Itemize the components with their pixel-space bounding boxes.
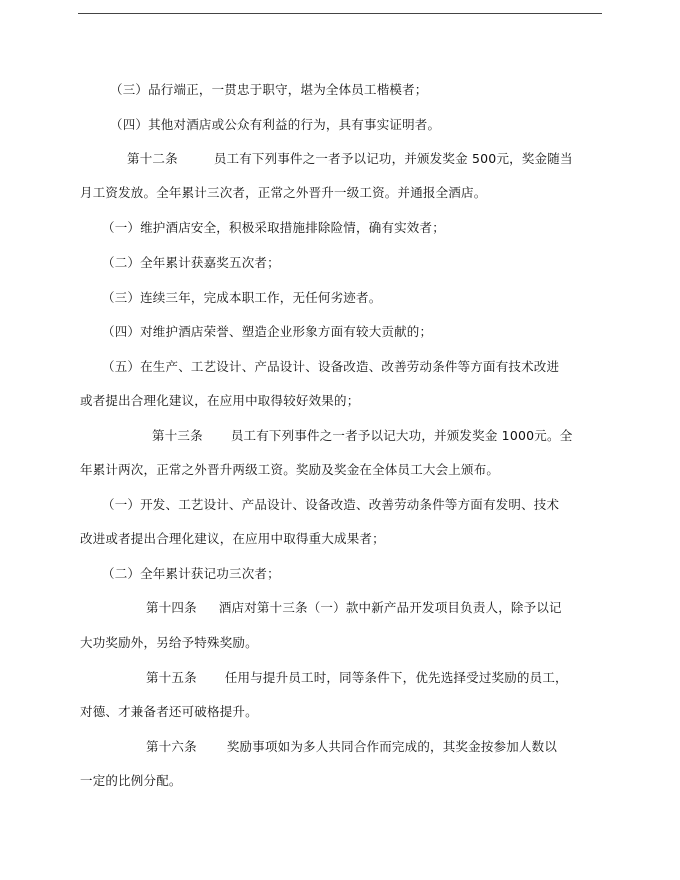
article-12-item-2 bbox=[102, 255, 280, 271]
line-text: 员工有下列事件之一者予以记功，并颁发奖金 500元，奖金随当 bbox=[213, 151, 573, 166]
line-text: （一）开发、工艺设计、产品设计、设备改造、改善劳动条件等方面有发明、技术 bbox=[102, 497, 560, 512]
article-16-continued bbox=[80, 773, 182, 789]
header-rule bbox=[78, 13, 602, 14]
article-12-item-5 bbox=[102, 359, 559, 375]
article-15 bbox=[146, 670, 568, 686]
article-14 bbox=[146, 600, 562, 616]
article-12-item-1 bbox=[102, 220, 445, 236]
line-text: 奖励事项如为多人共同合作而完成的，其奖金按参加人数以 bbox=[226, 739, 558, 754]
article-number: 第十六条 bbox=[146, 739, 197, 754]
line-text: （五）在生产、工艺设计、产品设计、设备改造、改善劳动条件等方面有技术改进 bbox=[102, 359, 560, 374]
article-number: 第十五条 bbox=[146, 670, 197, 685]
line-text: （二）全年累计获嘉奖五次者； bbox=[102, 255, 280, 270]
line-text: 酒店对第十三条（一）款中新产品开发项目负责人，除予以记 bbox=[218, 600, 562, 615]
article-15-continued bbox=[80, 704, 258, 720]
line-text: 或者提出合理化建议，在应用中取得较好效果的； bbox=[80, 393, 360, 408]
line-text: （三）品行端正，一贯忠于职守，堪为全体员工楷模者； bbox=[110, 82, 428, 97]
article-number: 第十二条 bbox=[127, 151, 178, 166]
line-text: （一）维护酒店安全，积极采取措施排除险情，确有实效者； bbox=[102, 220, 445, 235]
article-12 bbox=[127, 151, 573, 167]
article-13-item-1-continued bbox=[80, 531, 385, 547]
line-text: （二）全年累计获记功三次者； bbox=[102, 566, 280, 581]
line-text: （三）连续三年，完成本职工作，无任何劣迹者。 bbox=[102, 290, 382, 305]
article-14-continued bbox=[80, 635, 258, 651]
clause-4-public-benefit bbox=[110, 117, 440, 133]
article-12-item-5-continued bbox=[80, 393, 359, 409]
article-13-item-2 bbox=[102, 566, 280, 582]
line-text: 一定的比例分配。 bbox=[80, 773, 182, 788]
line-text: 大功奖励外，另给予特殊奖励。 bbox=[80, 635, 258, 650]
line-text: 改进或者提出合理化建议，在应用中取得重大成果者； bbox=[80, 531, 385, 546]
line-text: （四）对维护酒店荣誉、塑造企业形象方面有较大贡献的； bbox=[102, 324, 433, 339]
article-number: 第十三条 bbox=[152, 428, 203, 443]
article-13 bbox=[152, 428, 572, 444]
line-text: （四）其他对酒店或公众有利益的行为，具有事实证明者。 bbox=[110, 117, 441, 132]
line-text: 对德、才兼备者还可破格提升。 bbox=[80, 704, 258, 719]
article-16 bbox=[146, 739, 557, 755]
line-text: 员工有下列事件之一者予以记大功，并颁发奖金 1000元。全 bbox=[230, 428, 573, 443]
article-number: 第十四条 bbox=[146, 600, 197, 615]
line-text: 年累计两次，正常之外晋升两级工资。奖励及奖金在全体员工大会上颁布。 bbox=[80, 462, 500, 477]
line-text: 月工资发放。全年累计三次者，正常之外晋升一级工资。并通报全酒店。 bbox=[80, 185, 487, 200]
article-13-item-1 bbox=[102, 497, 559, 513]
article-12-continued bbox=[80, 185, 486, 201]
article-12-item-4 bbox=[102, 324, 432, 340]
article-13-continued bbox=[80, 462, 499, 478]
clause-3-upright-conduct bbox=[110, 82, 428, 98]
line-text: 任用与提升员工时，同等条件下，优先选择受过奖励的员工， bbox=[224, 670, 568, 685]
article-12-item-3 bbox=[102, 290, 381, 306]
